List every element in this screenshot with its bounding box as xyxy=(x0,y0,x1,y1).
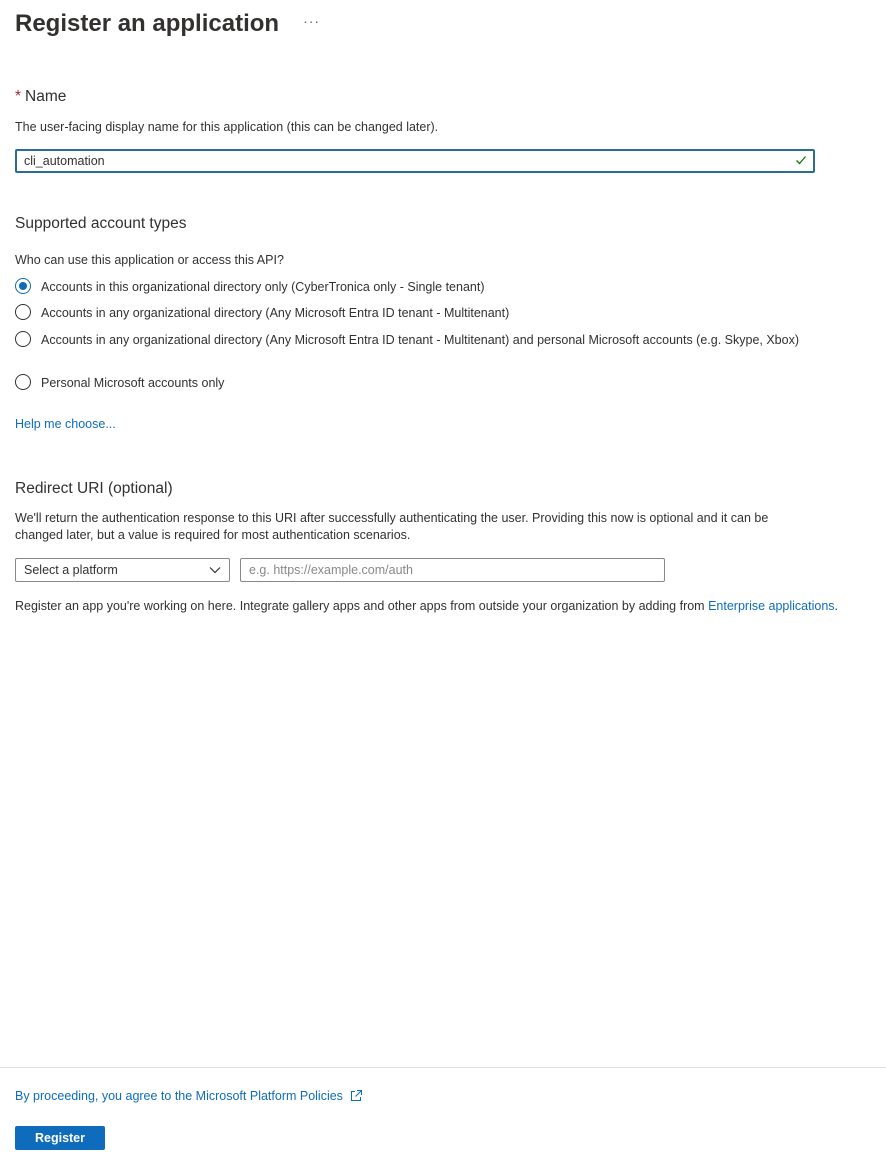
redirect-title: Redirect URI (optional) xyxy=(15,480,173,497)
radio-option-single-tenant[interactable] xyxy=(15,278,805,296)
account-types-title: Supported account types xyxy=(15,215,187,232)
account-types-question: Who can use this application or access this API? xyxy=(15,253,284,267)
help-me-choose-link[interactable]: Help me choose... xyxy=(15,417,116,431)
footer-divider xyxy=(0,1067,886,1068)
redirect-description: We'll return the authentication response to this URI after successfully authenticating the user. Providing this now is optional and it can be changed later, but a value is required for most authentication scenarios. xyxy=(15,511,769,542)
radio-button[interactable] xyxy=(15,374,31,390)
radio-button-checked[interactable] xyxy=(15,278,31,294)
name-input[interactable] xyxy=(17,151,791,171)
external-link-icon[interactable] xyxy=(349,1089,363,1103)
radio-option-multitenant[interactable] xyxy=(15,304,805,322)
platform-select-value: Select a platform xyxy=(24,563,118,577)
required-marker: * xyxy=(15,88,22,105)
platform-select[interactable] xyxy=(15,558,230,582)
platform-policies-link[interactable]: By proceeding, you agree to the Microsoft Platform Policies xyxy=(15,1089,343,1103)
checkmark-icon xyxy=(795,154,807,166)
register-note-end: . xyxy=(834,599,839,613)
name-description: The user-facing display name for this application (this can be changed later). xyxy=(15,120,439,134)
chevron-down-icon xyxy=(209,565,221,575)
page-header xyxy=(15,10,320,38)
redirect-section xyxy=(15,480,173,498)
radio-label: Accounts in this organizational directory only (CyberTronica only - Single tenant) xyxy=(41,280,485,294)
policy-row xyxy=(15,1089,363,1103)
redirect-uri-input[interactable] xyxy=(240,558,665,582)
name-section-title xyxy=(15,88,66,106)
register-button[interactable]: Register xyxy=(15,1126,105,1150)
page-title: Register an application xyxy=(15,10,280,37)
name-label: Name xyxy=(25,88,67,105)
radio-label: Accounts in any organizational directory (Any Microsoft Entra ID tenant - Multitenant) xyxy=(41,306,510,320)
register-note xyxy=(15,598,885,615)
radio-option-multitenant-personal[interactable] xyxy=(15,331,805,349)
radio-label: Personal Microsoft accounts only xyxy=(41,376,225,390)
enterprise-applications-link[interactable]: Enterprise applications xyxy=(708,599,835,613)
radio-button[interactable] xyxy=(15,331,31,347)
radio-label: Accounts in any organizational directory (Any Microsoft Entra ID tenant - Multitenant) and personal Microsoft accounts (e.g. Skype, Xbox) xyxy=(41,333,799,347)
more-options-button[interactable]: ··· xyxy=(303,13,321,29)
account-types-section xyxy=(15,215,186,233)
name-field-wrapper xyxy=(15,149,815,173)
register-note-text: Register an app you're working on here. Integrate gallery apps and other apps from outside your organization by adding from xyxy=(15,599,709,613)
radio-option-personal-only[interactable] xyxy=(15,374,805,392)
radio-button[interactable] xyxy=(15,304,31,320)
